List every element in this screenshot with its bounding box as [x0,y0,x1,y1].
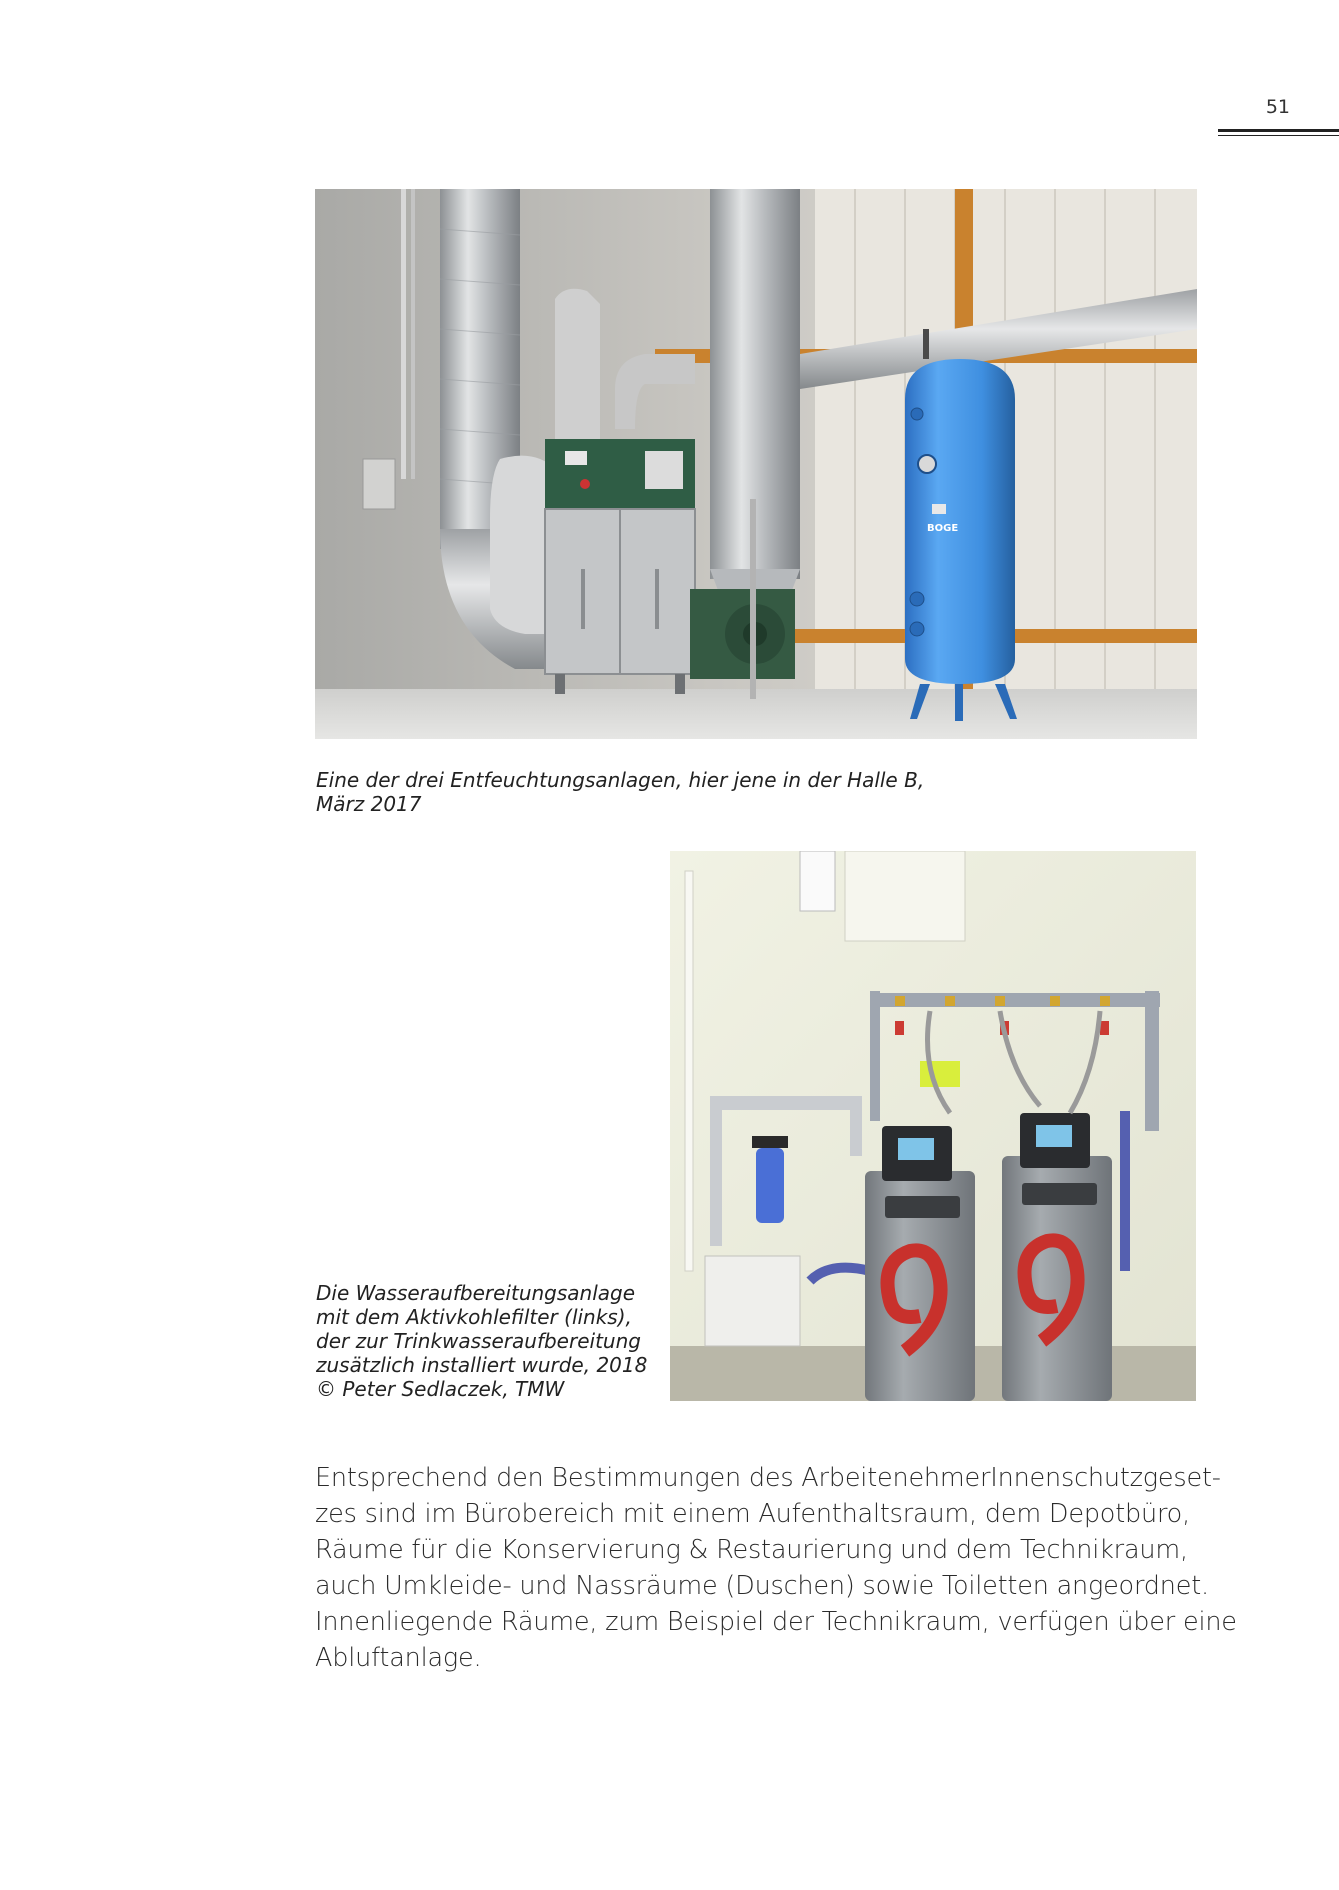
header-rule-thin [1218,135,1339,136]
caption-line: der zur Trinkwasseraufbereitung [316,1329,641,1353]
body-line: zes sind im Bürobereich mit einem Aufenthaltsraum, dem Depotbüro, [315,1499,1190,1529]
body-line: auch Umkleide- und Nassräume (Duschen) sowie Toiletten angeordnet. [315,1571,1209,1601]
photo-dehumidification-plant [315,189,1197,739]
body-line: Räume für die Konservierung & Restaurierung und dem Technikraum, [315,1535,1188,1565]
header-rule [1218,129,1339,132]
caption-line: zusätzlich installiert wurde, 2018 [316,1353,648,1377]
caption-line: © Peter Sedlaczek, TMW [316,1377,565,1401]
body-line: Innenliegende Räume, zum Beispiel der Technikraum, verfügen über eine [315,1607,1237,1637]
body-line: Entsprechend den Bestimmungen des ArbeitenehmerInnenschutzgeset- [315,1463,1221,1493]
caption-line: mit dem Aktivkohlefilter (links), [316,1305,632,1329]
page-number: 51 [1265,96,1290,118]
caption-line: Eine der drei Entfeuchtungsanlagen, hier jene in der Halle B, [316,768,925,792]
figure-1-caption [316,768,1016,816]
figure-2-caption [316,1281,656,1401]
tank-brand-label: BOGE [927,523,959,534]
body-line: Abluftanlage. [315,1643,482,1673]
caption-line: Die Wasseraufbereitungsanlage [316,1281,636,1305]
body-paragraph [315,1460,1237,1676]
photo-water-treatment-plant [670,851,1196,1401]
caption-line: März 2017 [316,792,422,816]
